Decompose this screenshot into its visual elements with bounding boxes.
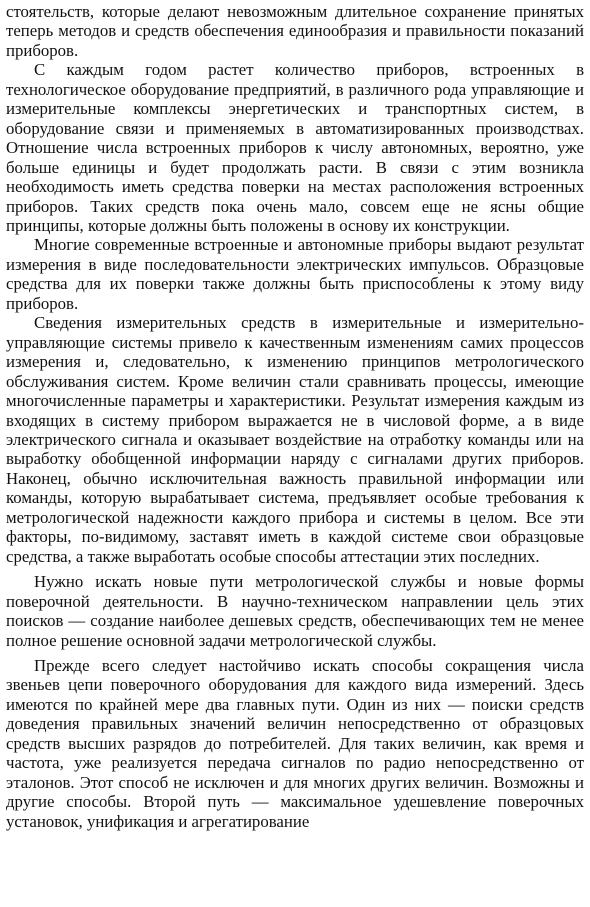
paragraph-embedded-instruments: С каждым годом растет количество приборов, встроенных в технологическое оборудование предприятий, в различного рода управляющие и измерительные комплексы энергетических и транспортных систем, в оборудование связи и применяемых в автоматизированных производствах. Отношение числа встроенных приборов к числу автономных, вероятно, уже больше единицы и будет продолжать расти. В связи с этим возникла необходимость иметь средства поверки на местах расположения встроенных приборов. Таких средств пока очень мало, совсем еще не ясны общие принципы, которые должны быть положены в основу их конструкции. [6,60,584,235]
paragraph-pulse-output: Многие современные встроенные и автономные приборы выдают результат измерения в виде последовательности электрических импульсов. Образцовые средства для их поверки также должны быть приспособлены к этому виду приборов. [6,235,584,313]
paragraph-continuation: стоятельств, которые делают невозможным длительное сохранение принятых теперь методов и средств обеспечения единообразия и правильности показаний приборов. [6,2,584,60]
paragraph-measurement-systems: Сведения измерительных средств в измерительные и измерительно-управляющие системы привело к качественным изменениям самих процессов измерения и, следовательно, к изменению принципов метрологического обслуживания систем. Кроме величин стали сравнивать процессы, имеющие многочисленные параметры и характеристики. Результат измерения каждым из входящих в систему прибором выражается не в числовой форме, а в виде электрического сигнала и оказывает воздействие на отработку команды или на выработку обобщенной информации наряду с сигналами других приборов. Наконец, обычно исключительная важность правильной информации или команды, которую вырабатывает система, предъявляет особые требования к метрологической надежности каждого прибора и системы в целом. Все эти факторы, по-видимому, заставят иметь в каждой системе свои образцовые средства, а также выработать особые способы аттестации этих последних. [6,313,584,566]
paragraph-new-ways: Нужно искать новые пути метрологической службы и новые формы поверочной деятельности. В научно-техническом направлении цель этих поисков — создание наиболее дешевых средств, обеспечивающих тем не менее полное решение основной задачи метрологической службы. [6,572,584,650]
document-page [6,2,584,831]
paragraph-reducing-chain: Прежде всего следует настойчиво искать способы сокращения числа звеньев цепи поверочного оборудования для каждого вида измерений. Здесь имеются по крайней мере два главных пути. Один из них — поиски средств доведения правильных значений величин непосредственно от образцовых средств высших разрядов до потребителей. Для таких величин, как время и частота, уже реализуется передача сигналов по радио непосредственно от эталонов. Этот способ не исключен и для многих других величин. Возможны и другие способы. Второй путь — максимальное удешевление поверочных установок, унификация и агрегатирование [6,655,584,831]
